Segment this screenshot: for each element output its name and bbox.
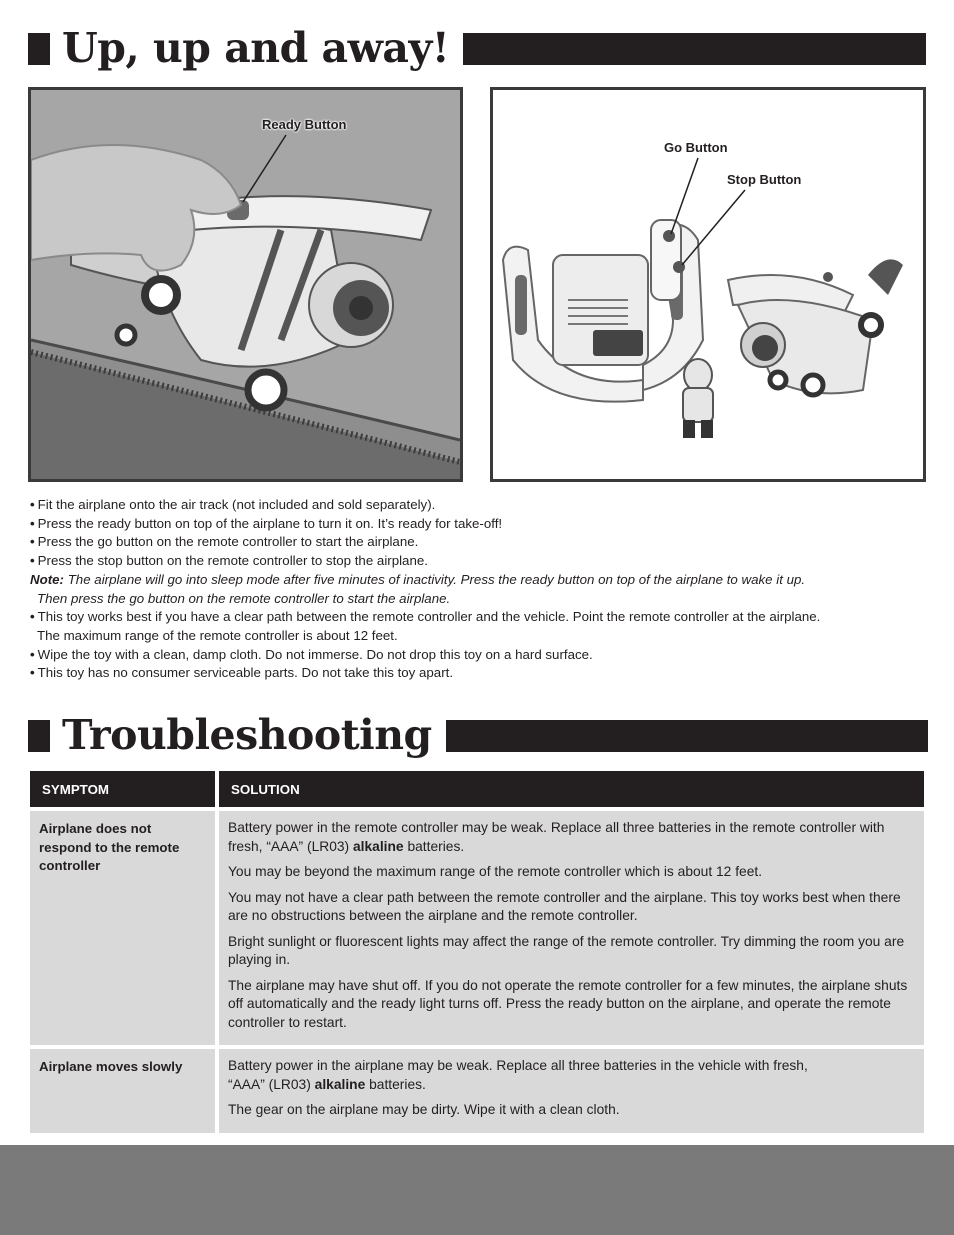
table-row [30,1049,924,1133]
instruction-item: • Wipe the toy with a clean, damp cloth. Do not immerse. Do not drop this toy on a hard surface. [30,646,593,662]
heading-bar [446,720,928,752]
sleep-mode-note-cont: Then press the go button on the remote controller to start the airplane. [37,590,451,606]
instruction-item: • Fit the airplane onto the air track (not included and sold separately). [30,497,436,512]
section-title: Troubleshooting [62,711,432,759]
airplane-on-track-illustration [31,90,460,479]
solution-text: The airplane may have shut off. If you do not operate the remote controller for a few minutes, the airplane shuts off automatically and the ready light turns off. Press the ready button on the airplane, and operate the remote controller to restart. [228,977,908,1030]
solution-text: Battery power in the remote controller may be weak. Replace all three batteries in the remote controller with fresh, “AAA” (LR03) alkaline batteries. [228,820,885,854]
instruction-item: • Press the stop button on the remote controller to stop the airplane. [30,553,428,569]
solution-text: Bright sunlight or fluorescent lights may affect the range of the remote controller. Try dimming the room you are playing in. [228,933,905,967]
solution-text: The gear on the airplane may be dirty. Wipe it with a clean cloth. [228,1102,620,1117]
symptom-cell: Airplane moves slowly [30,1049,215,1133]
ready-button-callout: Ready Button [262,117,347,132]
note-label: Note: [30,571,64,587]
solution-text: You may not have a clear path between the remote controller and the airplane. This toy works best when there are no obstructions between the airplane and the remote controller. [228,889,901,923]
solution-cell [219,811,924,1045]
photo-remote-controller-and-airplane [490,87,926,482]
section-heading-troubleshooting [28,711,928,759]
instruction-item: • This toy works best if you have a clear path between the remote controller and the vehicle. Point the remote controller at the airplane. [30,609,821,625]
instruction-item: • Press the ready button on top of the airplane to turn it on. It’s ready for take-off! [30,515,503,531]
go-button-callout: Go Button [664,140,728,155]
section-heading-up-up-and-away [28,24,926,72]
solution-text: Battery power in the airplane may be weak. Replace all three batteries in the vehicle with fresh, “AAA” (LR03) alkaline batteries. [228,1058,808,1092]
instruction-item: • This toy has no consumer serviceable parts. Do not take this toy apart. [30,665,454,681]
solution-text: You may be beyond the maximum range of the remote controller which is about 12 feet. [228,864,763,879]
footer-band [0,1145,954,1235]
sleep-mode-note: Note: The airplane will go into sleep mode after five minutes of inactivity. Press the ready button on top of the airplane to wake it up. [30,571,806,587]
heading-square-marker [28,33,50,65]
troubleshooting-table [30,771,924,1133]
solution-cell [219,1049,924,1133]
symptom-cell: Airplane does not respond to the remote controller [30,811,215,1045]
header-solution: SOLUTION [219,771,924,807]
header-symptom: SYMPTOM [30,771,215,807]
instruction-item: • Press the go button on the remote controller to start the airplane. [30,534,419,550]
stop-button-callout: Stop Button [727,172,802,187]
table-row [30,811,924,1045]
photo-airplane-on-track [28,87,463,482]
table-header-row [30,771,924,807]
section-title: Up, up and away! [62,24,450,72]
heading-square-marker [28,720,50,752]
instructions-list [30,496,930,683]
instruction-item-cont: The maximum range of the remote controller is about 12 feet. [37,627,398,643]
heading-bar [463,33,926,65]
